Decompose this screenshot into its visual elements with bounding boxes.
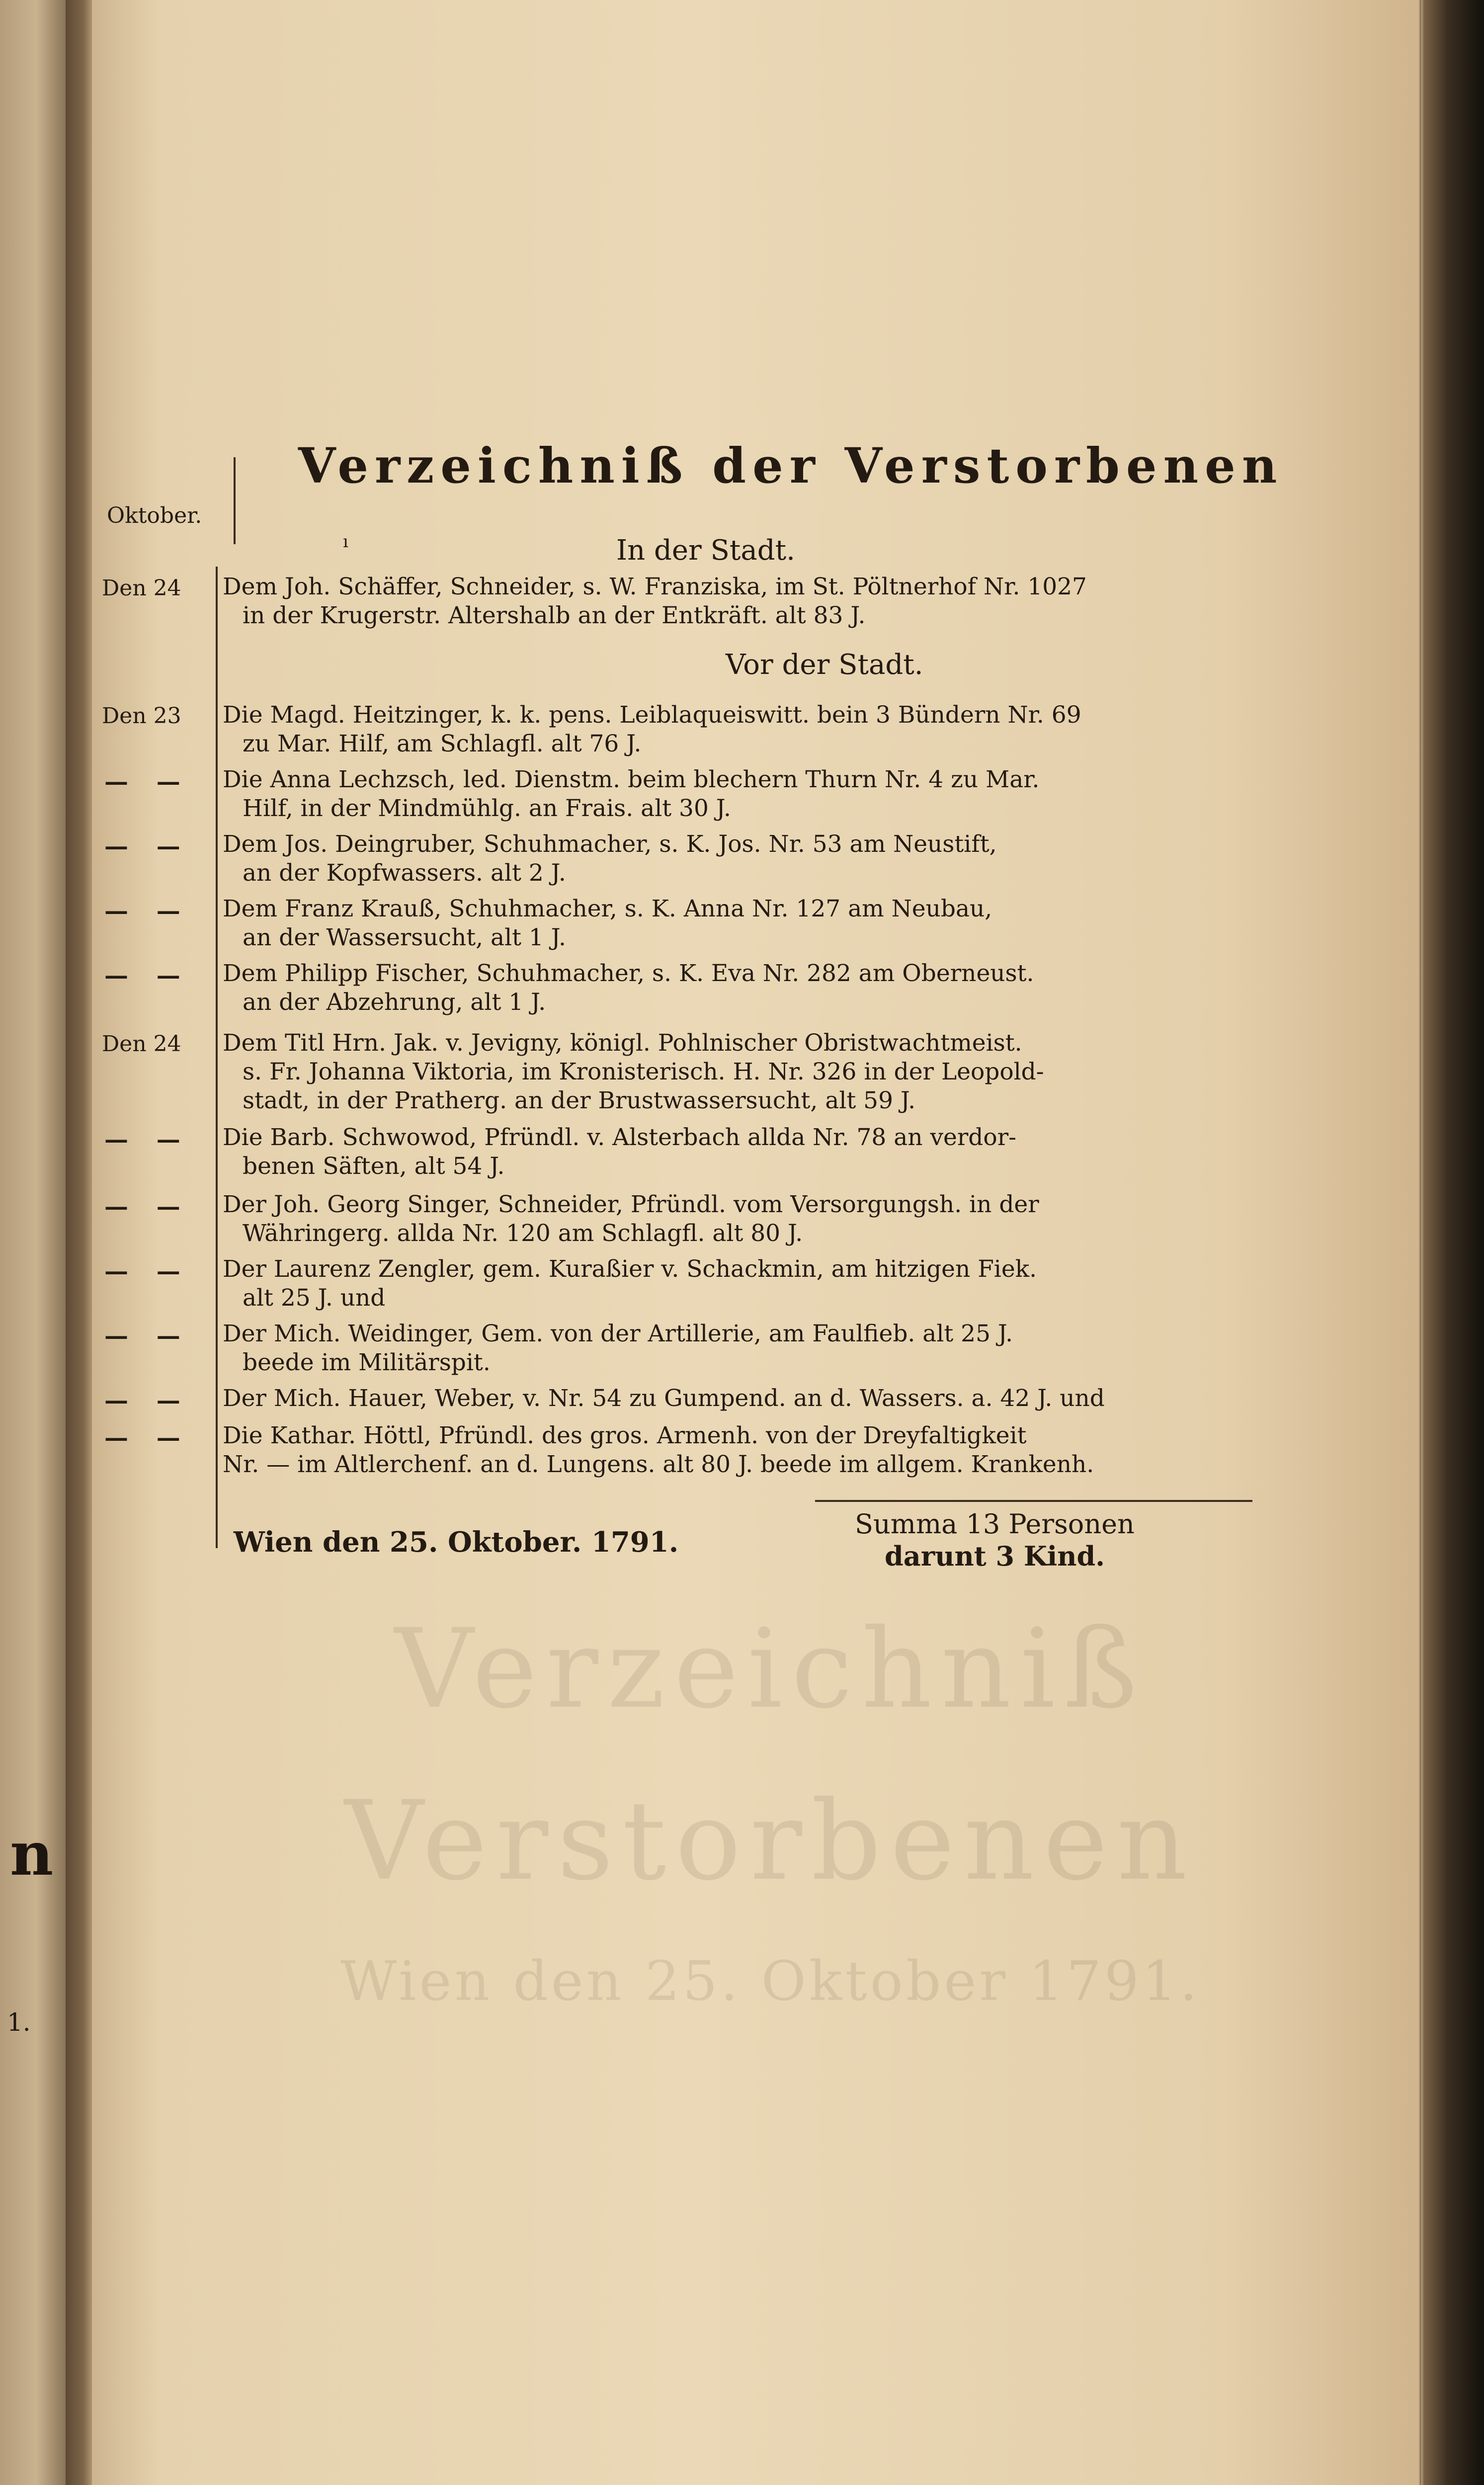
entry-line: an der Wassersucht, alt 1 J. xyxy=(243,924,566,951)
margin-rule-main xyxy=(216,567,218,1548)
register-entry xyxy=(223,1029,1291,1115)
entry-line: Der Mich. Weidinger, Gem. von der Artillerie, am Faulfieb. alt 25 J. xyxy=(223,1320,1013,1347)
register-entry xyxy=(223,1320,1291,1377)
page-title: Verzeichniß der Verstorbenen xyxy=(298,437,1284,494)
margin-rule-top xyxy=(234,457,236,544)
entry-line: Währingerg. allda Nr. 120 am Schlagfl. alt 80 J. xyxy=(243,1220,803,1247)
bleed-through-text xyxy=(149,1561,1392,2157)
ditto-dash: — — xyxy=(104,768,190,796)
entry-date: Den 24 xyxy=(102,1031,181,1057)
ditto-dash: — — xyxy=(104,1193,190,1221)
register-entry xyxy=(223,1190,1291,1248)
entry-line: Dem Franz Krauß, Schuhmacher, s. K. Anna Nr. 127 am Neubau, xyxy=(223,895,992,922)
entry-line: an der Abzehrung, alt 1 J. xyxy=(243,989,546,1016)
summa-total: Summa 13 Personen xyxy=(855,1508,1135,1540)
month-label: Oktober. xyxy=(107,503,202,528)
entry-date: Den 24 xyxy=(102,576,181,601)
ditto-dash: — — xyxy=(104,1424,190,1452)
ditto-dash: — — xyxy=(104,1126,190,1154)
entry-line: benen Säften, alt 54 J. xyxy=(243,1153,505,1180)
entry-line: Die Kathar. Höttl, Pfründl. des gros. Armenh. von der Dreyfaltigkeit xyxy=(223,1422,1027,1449)
left-page-margin-letter: n xyxy=(10,1819,54,1889)
entry-line: zu Mar. Hilf, am Schlagfl. alt 76 J. xyxy=(243,730,642,757)
section-heading-vorstadt: Vor der Stadt. xyxy=(726,649,923,681)
entry-line: Die Anna Lechzsch, led. Dienstm. beim blechern Thurn Nr. 4 zu Mar. xyxy=(223,766,1040,793)
place-and-date: Wien den 25. Oktober. 1791. xyxy=(234,1526,679,1559)
register-entry xyxy=(223,1384,1291,1413)
register-entry xyxy=(223,1421,1291,1479)
entry-line: beede im Militärspit. xyxy=(243,1349,491,1376)
summa-block xyxy=(855,1508,1135,1572)
entry-line: in der Krugerstr. Altershalb an der Entkräft. alt 83 J. xyxy=(243,602,866,629)
section-heading-stadt: In der Stadt. xyxy=(616,534,795,567)
register-entry xyxy=(223,701,1291,758)
ditto-dash: — — xyxy=(104,1322,190,1350)
register-entry xyxy=(223,1255,1291,1313)
entry-line: Die Barb. Schwowod, Pfründl. v. Alsterbach allda Nr. 78 an verdor- xyxy=(223,1124,1017,1151)
ditto-dash: — — xyxy=(104,832,190,860)
entry-line: Hilf, in der Mindmühlg. an Frais. alt 30 J. xyxy=(243,795,731,822)
entry-line: Nr. — im Altlerchenf. an d. Lungens. alt 80 J. beede im allgem. Krankenh. xyxy=(223,1451,1094,1478)
entry-line: Der Mich. Hauer, Weber, v. Nr. 54 zu Gumpend. an d. Wassers. a. 42 J. und xyxy=(223,1385,1105,1412)
ink-dot: ı xyxy=(343,532,348,552)
ditto-dash: — — xyxy=(104,962,190,990)
bleed-through-line: Wien den 25. Oktober 1791. xyxy=(340,1949,1200,2013)
register-entry xyxy=(223,1123,1291,1181)
entry-line: Der Laurenz Zengler, gem. Kuraßier v. Schackmin, am hitzigen Fiek. xyxy=(223,1255,1037,1283)
summa-children: darunt 3 Kind. xyxy=(885,1540,1105,1572)
left-page-edge xyxy=(0,0,66,2485)
bleed-through-line: Verzeichniß xyxy=(394,1605,1147,1733)
entry-line: Die Magd. Heitzinger, k. k. pens. Leiblaqueiswitt. bein 3 Bündern Nr. 69 xyxy=(223,701,1081,729)
ditto-dash: — — xyxy=(104,1387,190,1414)
entry-line: an der Kopfwassers. alt 2 J. xyxy=(243,859,566,887)
left-page-margin-number: 1. xyxy=(7,2008,31,2037)
bleed-through-line: Verstorbenen xyxy=(344,1777,1196,1905)
entry-line: Dem Jos. Deingruber, Schuhmacher, s. K. Jos. Nr. 53 am Neustift, xyxy=(223,830,997,858)
entry-line: stadt, in der Pratherg. an der Brustwassersucht, alt 59 J. xyxy=(243,1087,916,1114)
ditto-dash: — — xyxy=(104,1257,190,1285)
register-entry xyxy=(223,573,1291,630)
summa-rule xyxy=(815,1500,1252,1502)
entry-line: s. Fr. Johanna Viktoria, im Kronisterisch. H. Nr. 326 in der Leopold- xyxy=(243,1058,1044,1085)
entry-line: Dem Joh. Schäffer, Schneider, s. W. Franziska, im St. Pöltnerhof Nr. 1027 xyxy=(223,573,1087,600)
entry-date: Den 23 xyxy=(102,703,181,729)
book-gutter xyxy=(66,0,95,2485)
register-entry xyxy=(223,895,1291,952)
entry-line: alt 25 J. und xyxy=(243,1284,386,1312)
ditto-dash: — — xyxy=(104,897,190,925)
entry-line: Der Joh. Georg Singer, Schneider, Pfründl. vom Versorgungsh. in der xyxy=(223,1191,1039,1218)
register-entry xyxy=(223,830,1291,888)
entry-line: Dem Philipp Fischer, Schuhmacher, s. K. Eva Nr. 282 am Oberneust. xyxy=(223,960,1034,987)
entry-line: Dem Titl Hrn. Jak. v. Jevigny, königl. Pohlnischer Obristwachtmeist. xyxy=(223,1029,1022,1057)
register-entry xyxy=(223,765,1291,823)
right-book-edge xyxy=(1424,0,1484,2485)
register-entry xyxy=(223,959,1291,1017)
